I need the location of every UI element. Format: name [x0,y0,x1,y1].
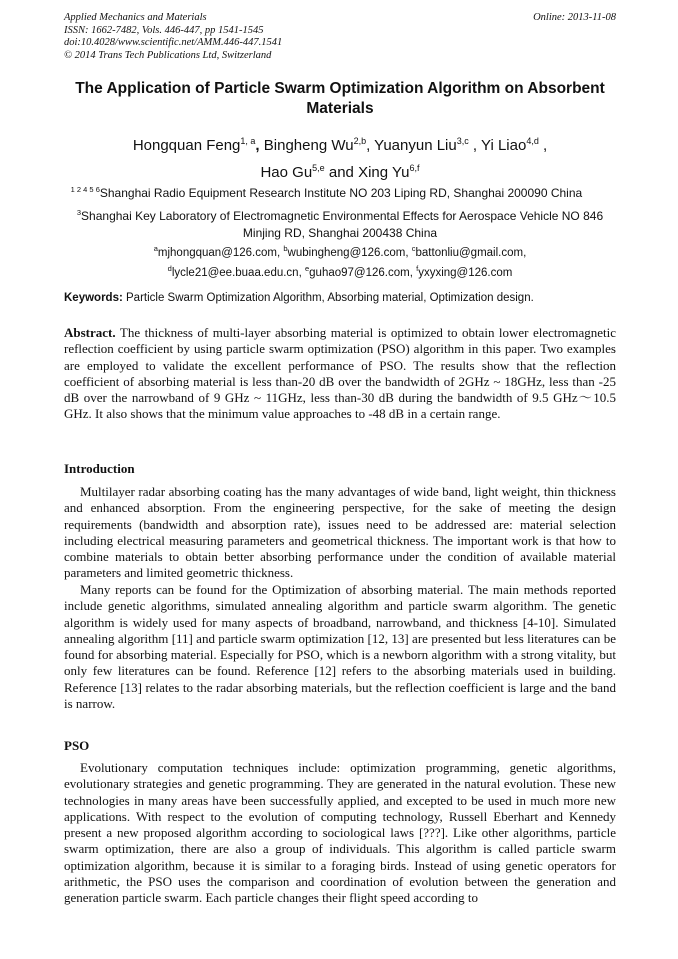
online-date: Online: 2013-11-08 [533,12,616,23]
author: Bingheng Wu$^{2,b}$, [263,136,371,154]
paper-title: The Application of Particle Swarm Optimization Algorithm on Absorbent Materials [75,80,605,117]
email: $^d$lycle21@ee.buaa.edu.cn, [167,263,302,279]
abstract [64,325,616,423]
email: $^a$mjhongquan@126.com, [153,244,281,259]
pso-paragraph-1: Evolutionary computation techniques include: optimization programming, genetic algorithms, evolutionary strategies and genetic programming. They are generated in the natural evolution. These new technologies in many areas have been successfully applied, and excepted to be used in much more new applications. With respect to the evolution of computing technology, Russell Eberhart and Kennedy present a new proposed algorithm according to sociological laws [???]. Like other algorithms, particle swarm optimization, there are also a group of individuals. This algorithm is called particle swarm optimization algorithm, because it is similar to a foraging birds. Instead of using genetic operators for arithmetic, the PSO uses the comparison and coordination of evolution between the generation and generation particle swarm. Each particle changes their flight speed according to [64,760,616,906]
abstract-text: The thickness of multi-layer absorbing material is optimized to obtain lower electromagnetic reflection coefficient by using particle swarm optimization (PSO) algorithm in this paper. Two examples are employed to validate the excellent performance of PSO. The results show that the reflection coefficient of absorbing material is less than-20 dB over the bandwidth of 2GHz ~ 18GHz, less than -25 dB over the narrowband of 9 GHz ~ 11GHz, less than-30 dB during the bandwidth of 9.5 GHz～10.5 GHz. It also shows that the minimum value approaches to -48 dB in a certain range. [64,325,616,422]
email-list [64,241,616,281]
author: Yi Liao$^{4,d}$ , [481,136,548,154]
doi-line: doi:10.4028/www.scientific.net/AMM.446-447.1541 [64,37,283,48]
copyright-line: © 2014 Trans Tech Publications Ltd, Switzerland [64,49,272,61]
keywords [64,291,616,306]
email: $^e$guhao97@126.com, [304,263,413,279]
author-list [64,130,616,184]
email: $^b$wubingheng@126.com, [283,244,409,259]
affiliation: $^3$Shanghai Key Laboratory of Electromagnetic Environmental Effects for Aerospace Vehicle NO 846 Minjing RD, Shanghai 200438 China [76,208,604,240]
affiliation: $^{1 2 4 5 6}$Shanghai Radio Equipment Research Institute NO 203 Liping RD, Shanghai 200090 China [70,185,583,200]
journal-name: Applied Mechanics and Materials [64,12,207,23]
section-heading-pso: PSO [64,738,90,753]
keywords-text: Particle Swarm Optimization Algorithm, Absorbing material, Optimization design. [126,292,534,304]
introduction-paragraph-1: Multilayer radar absorbing coating has the many advantages of wide band, light weight, thin thickness and enhanced absorption. From the engineering perspective, for the sake of meeting the design requirements (bandwidth and absorption rate), issues need to be addressed are: material selection including electrical measuring parameters and geometrical thickness. The important work is that how to combine materials to obtain better absorbing performance under the condition of available material parameters and limited geometric thickness. [64,484,616,581]
author: Yuanyun Liu$^{3,c}$ , [374,136,478,154]
email: $^c$battonliu@gmail.com, [411,244,527,259]
keywords-label: Keywords: [64,292,123,304]
email: $^f$yxyxing@126.com [416,263,513,279]
issn-line: ISSN: 1662-7482, Vols. 446-447, pp 1541-1545 [64,24,264,36]
introduction-paragraph-2: Many reports can be found for the Optimization of absorbing material. The main methods reported include genetic algorithms, simulated annealing algorithm and particle swarm algorithm. The genetic algorithm is widely used for many aspects of broadband, narrowband, and thickness [4-10]. Simulated annealing algorithm [11] and particle swarm optimization [12, 13] are presented but less literatures can be found for absorbing material. Especially for PSO, which is a newborn algorithm with a strong vitality, but only few literatures can be found. Reference [12] refers to the absorbing materials used in building. Reference [13] relates to the radar absorbing materials, but the reflection coefficient is large and the band is narrow. [64,582,616,712]
author: Xing Yu$^{6,f}$ [358,163,420,181]
abstract-label: Abstract. [64,325,116,340]
author: Hongquan Feng$^{1, a}$, [132,136,260,154]
journal-header [64,12,616,62]
author: Hao Gu$^{5,e}$ and [260,163,354,181]
section-heading-introduction: Introduction [64,461,135,476]
